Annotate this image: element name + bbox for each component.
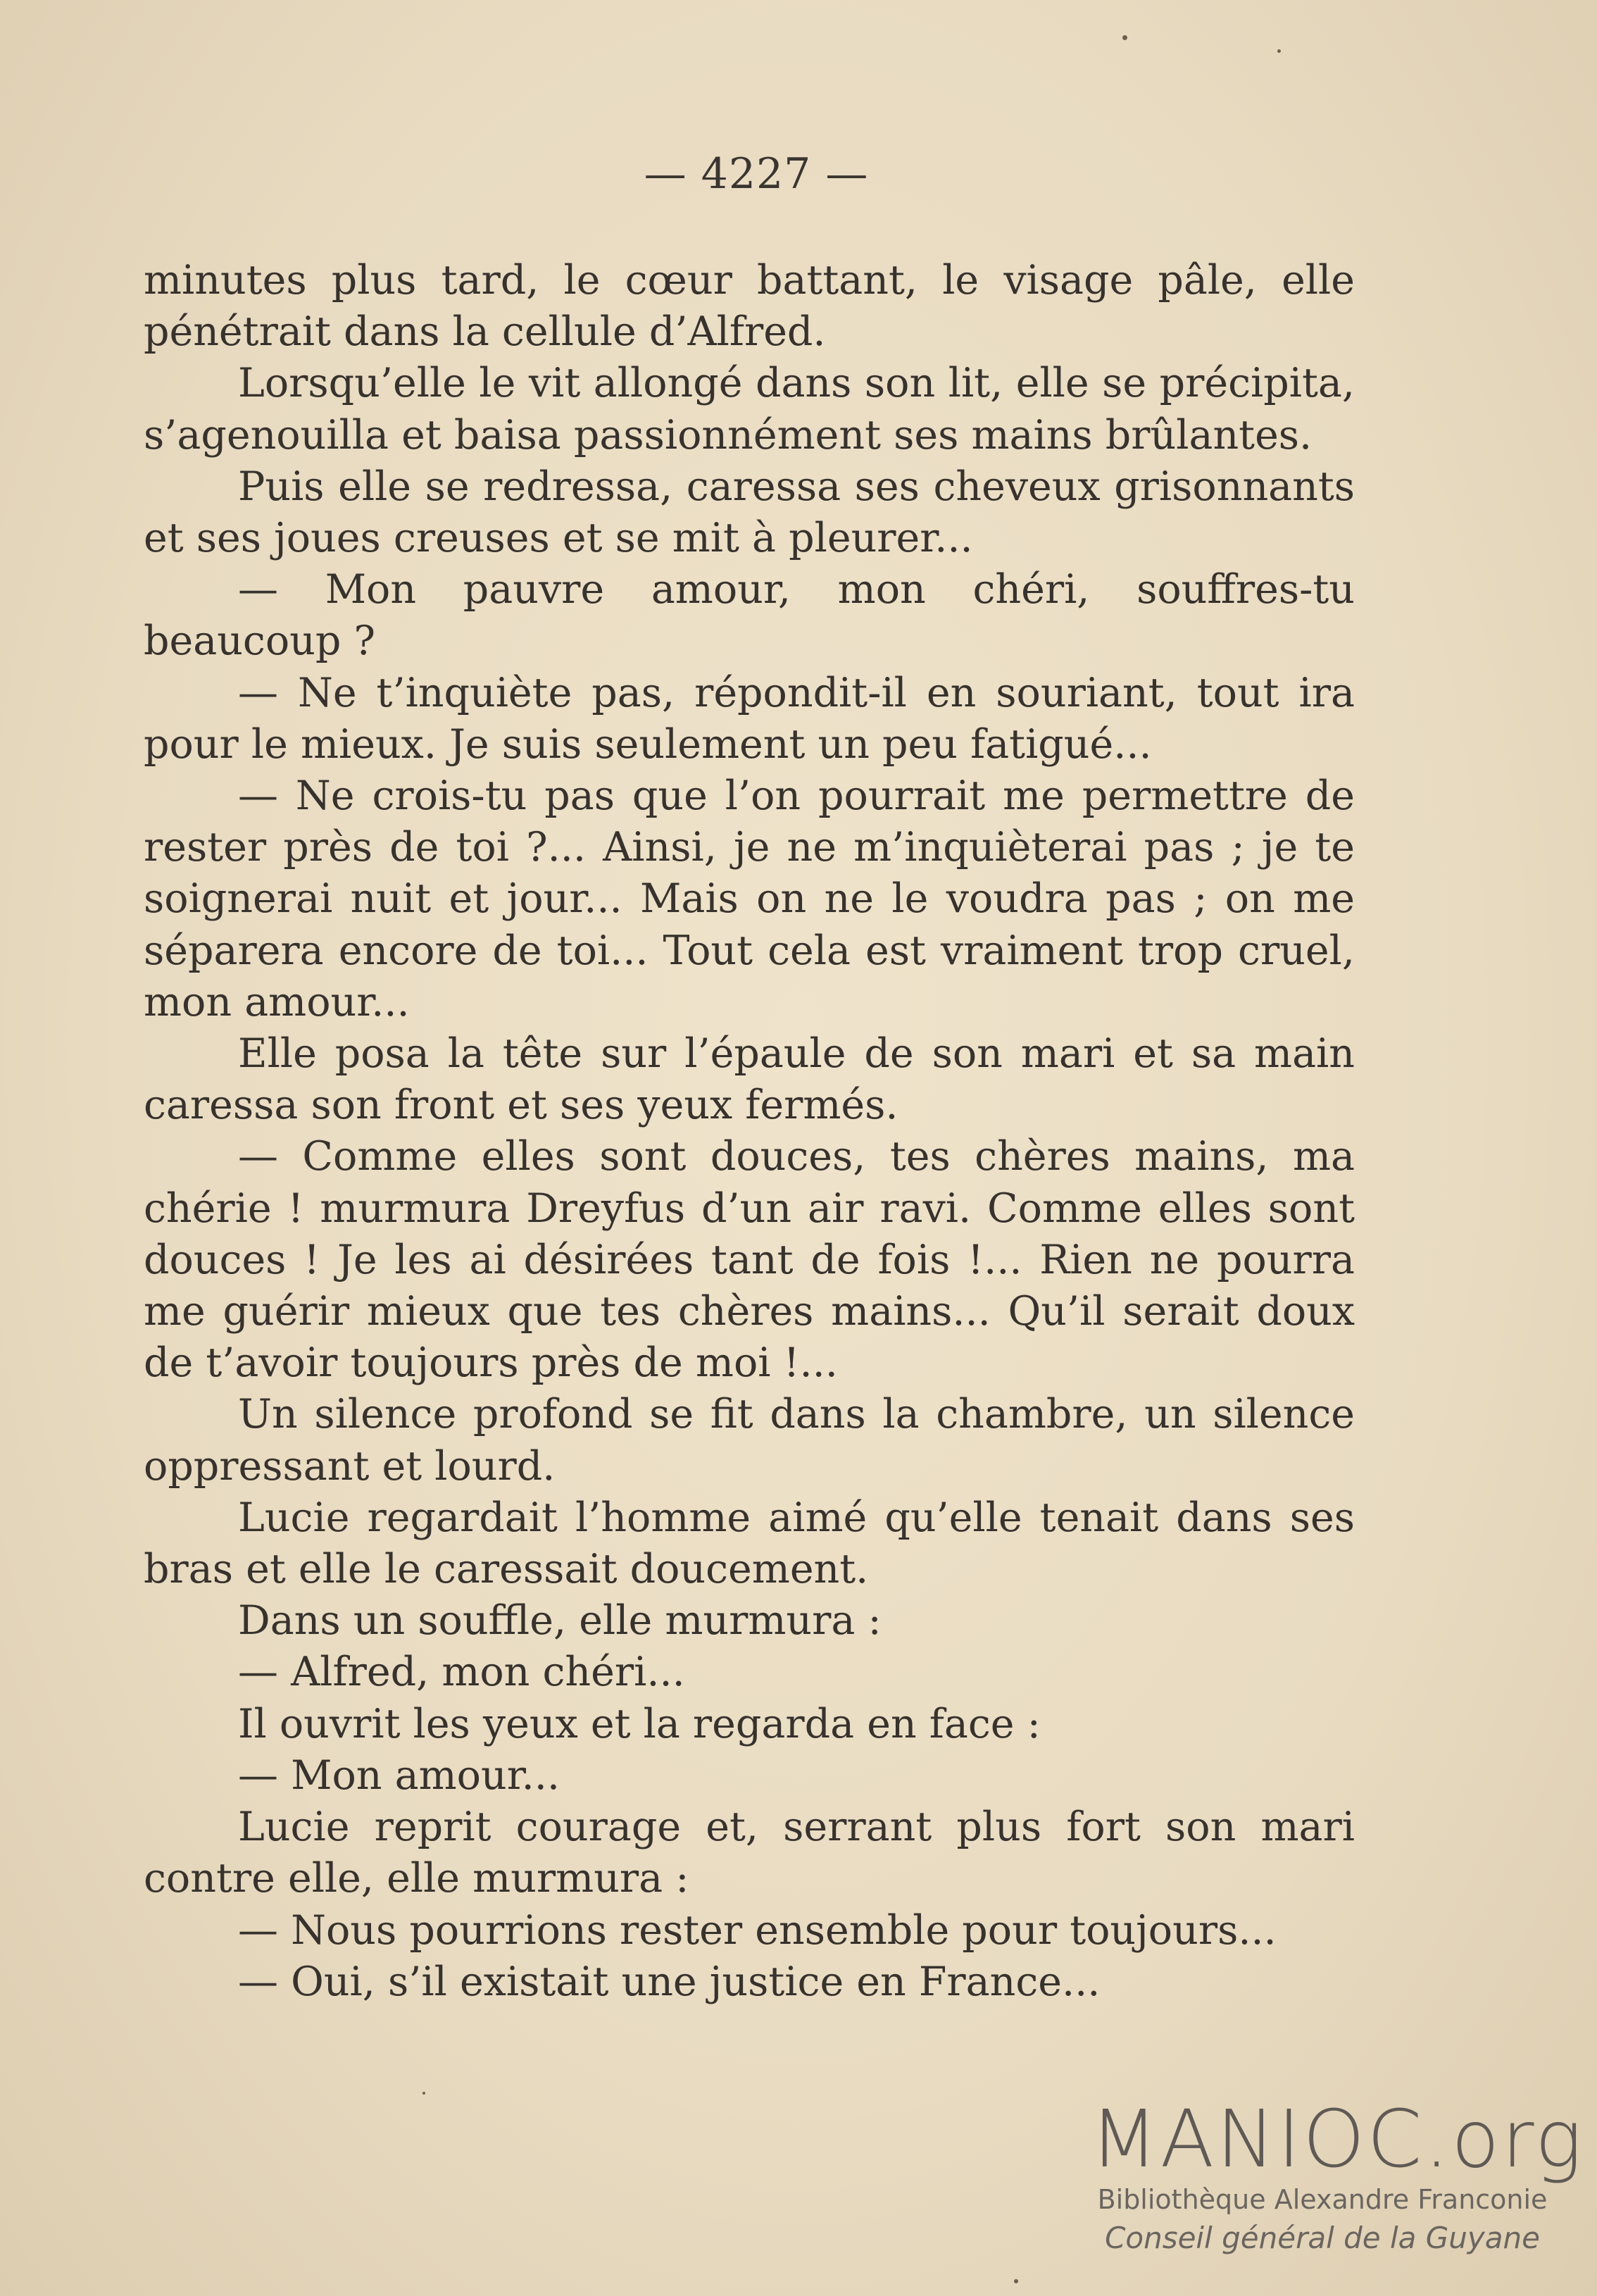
paragraph: Lucie reprit courage et, serrant plus fort son mari contre elle, elle murmura : bbox=[144, 1804, 1355, 1902]
body-text bbox=[144, 255, 1355, 2008]
paragraph: — Mon amour... bbox=[238, 1752, 560, 1799]
council-name: Conseil général de la Guyane bbox=[1105, 2221, 1540, 2255]
manioc-watermark bbox=[1090, 2094, 1584, 2259]
paragraph: Il ouvrit les yeux et la regarda en face : bbox=[238, 1700, 1041, 1747]
paragraph: Puis elle se redressa, caressa ses cheveux grisonnants et ses joues creuses et se mit à pleurer... bbox=[144, 463, 1355, 562]
library-name: Bibliothèque Alexandre Franconie bbox=[1097, 2184, 1548, 2215]
paragraph: — Oui, s’il existait une justice en France... bbox=[238, 1958, 1101, 2005]
paragraph: — Mon pauvre amour, mon chéri, souffres-tu beaucoup ? bbox=[144, 566, 1355, 665]
paragraph: Un silence profond se fit dans la chambre, un silence oppressant et lourd. bbox=[144, 1391, 1355, 1490]
paragraph: Elle posa la tête sur l’épaule de son mari et sa main caressa son front et ses yeux fermés. bbox=[144, 1030, 1355, 1129]
paper-speck bbox=[422, 2092, 425, 2095]
paragraph: — Comme elles sont douces, tes chères mains, ma chérie ! murmura Dreyfus d’un air ravi. Comme elles sont douces ! Je les ai désirées tant de fois !... Rien ne pourra me guérir mieux que tes chères mains... Qu’il serait doux de t’avoir toujours près de moi !... bbox=[144, 1133, 1355, 1387]
paragraph: Dans un souffle, elle murmura : bbox=[238, 1597, 882, 1645]
paragraph: — Alfred, mon chéri... bbox=[238, 1649, 685, 1696]
page-number: — 4227 — bbox=[644, 149, 869, 199]
paragraph: minutes plus tard, le cœur battant, le visage pâle, elle pénétrait dans la cellule d’Alfred. bbox=[144, 257, 1355, 356]
paper-speck bbox=[1277, 49, 1281, 53]
manioc-logo: MANIOC.org bbox=[1090, 2094, 1584, 2185]
paragraph: — Ne crois-tu pas que l’on pourrait me permettre de rester près de toi ?... Ainsi, je ne m’inquièterai pas ; je te soignerai nuit et jour... Mais on ne le voudra pas ; on me séparera encore de toi... Tout cela est vraiment trop cruel, mon amour... bbox=[144, 773, 1355, 1025]
paper-speck bbox=[1014, 2279, 1018, 2283]
paragraph: — Nous pourrions rester ensemble pour toujours... bbox=[238, 1907, 1277, 1954]
paragraph: — Ne t’inquiète pas, répondit-il en souriant, tout ira pour le mieux. Je suis seulement un peu fatigué... bbox=[144, 669, 1355, 768]
paragraph: Lucie regardait l’homme aimé qu’elle tenait dans ses bras et elle le caressait doucement. bbox=[144, 1494, 1355, 1593]
paragraph: Lorsqu’elle le vit allongé dans son lit, elle se précipita, s’agenouilla et baisa passionnément ses mains brûlantes. bbox=[144, 360, 1355, 458]
paper-speck bbox=[1122, 35, 1127, 40]
